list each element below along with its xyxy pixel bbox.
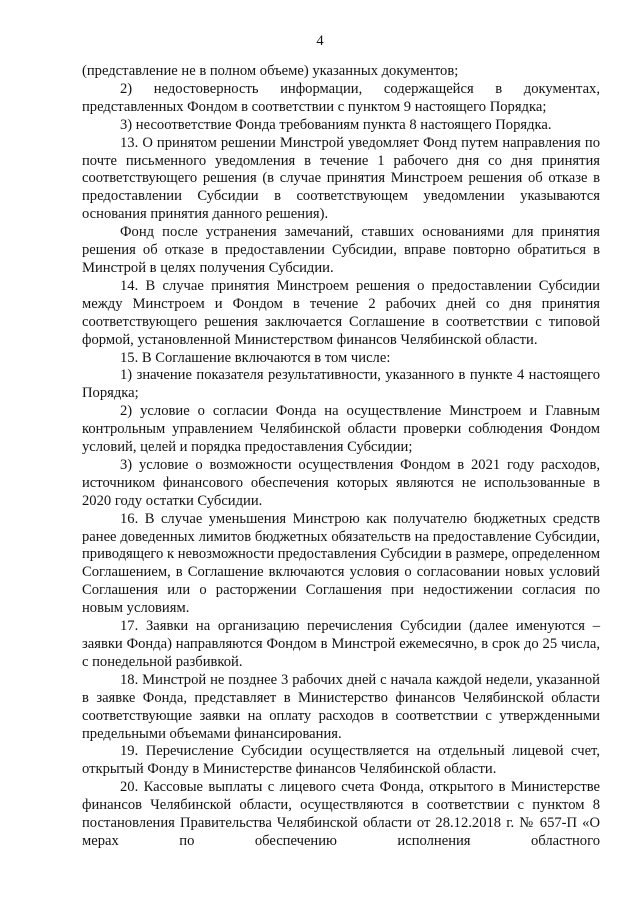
paragraph-19: 19. Перечисление Субсидии осуществляется на отдельный лицевой счет, открытый Фонду в Министерстве финансов Челябинской области.: [82, 743, 600, 778]
paragraph-continuation: (представление не в полном объеме) указанных документов;: [82, 63, 459, 79]
paragraph-14: 14. В случае принятия Минстроем решения о предоставлении Субсидии между Минстроем и Фондом в течение 2 рабочих дней со дня принятия соответствующего решения заключается Соглашение в соответствии с типовой формой, установленной Министерством финансов Челябинской области.: [82, 277, 600, 348]
paragraph-item-3: 3) несоответствие Фонда требованиям пункта 8 настоящего Порядка.: [120, 116, 552, 133]
paragraph-17: 17. Заявки на организацию перечисления Субсидии (далее именуются – заявки Фонда) направляются Фондом в Минстрой ежемесячно, в срок до 25 числа, с понедельной разбивкой.: [82, 618, 600, 670]
paragraph-18: 18. Минстрой не позднее 3 рабочих дней с начала каждой недели, указанной в заявке Фонда, представляет в Министерство финансов Челябинской области соответствующие заявки на оплату расходов в соответствии с утвержденными предельными объемами финансирования.: [82, 671, 600, 742]
paragraph-20: 20. Кассовые выплаты с лицевого счета Фонда, открытого в Министерстве финансов Челябинской области, осуществляются в соответствии с пунктом 8 постановления Правительства Челябинской области от 28.12.2018 г. № 657-П «О мерах по обеспечению исполнения областного: [82, 779, 600, 849]
paragraph-15-item-2: 2) условие о согласии Фонда на осуществление Минстроем и Главным контрольным управлением Челябинской области проверки соблюдения Фондом условий, целей и порядка предоставления Субсидии;: [82, 403, 600, 456]
paragraph-15-item-3: 3) условие о возможности осуществления Фондом в 2021 году расходов, источником финансового обеспечения которых являются не использованные в 2020 году остатки Субсидии.: [82, 456, 600, 509]
paragraph-fund-resubmit: Фонд после устранения замечаний, ставших основаниями для принятия решения об отказе в предоставлении Субсидии, вправе повторно обратиться в Минстрой в целях получения Субсидии.: [82, 224, 600, 276]
paragraph-15-item-1: 1) значение показателя результативности, указанного в пункте 4 настоящего Порядка;: [82, 367, 600, 402]
paragraph-item-2: 2) недостоверность информации, содержащейся в документах, представленных Фондом в соответствии с пунктом 9 настоящего Порядка;: [82, 80, 600, 115]
paragraph-16: 16. В случае уменьшения Минстрою как получателю бюджетных средств ранее доведенных лимитов бюджетных обязательств на предоставление Субсидии, приводящего к невозможности предоставления Субсидии в размере, определенном Соглашением, в Соглашение включаются условия о согласовании новых условий Соглашения или о расторжении Соглашения при недостижении согласия по новым условиям.: [82, 510, 600, 617]
document-body: [82, 63, 600, 851]
paragraph-15: 15. В Соглашение включаются в том числе:: [120, 349, 391, 366]
paragraph-13: 13. О принятом решении Минстрой уведомляет Фонд путем направления по почте письменного уведомления в течение 1 рабочего дня со дня принятия соответствующего решения (в случае принятия Минстроем решения об отказе в предоставлении Субсидии в соответствующем уведомлении указываются основания принятия данного решения).: [82, 134, 600, 223]
page-number: 4: [316, 33, 324, 49]
